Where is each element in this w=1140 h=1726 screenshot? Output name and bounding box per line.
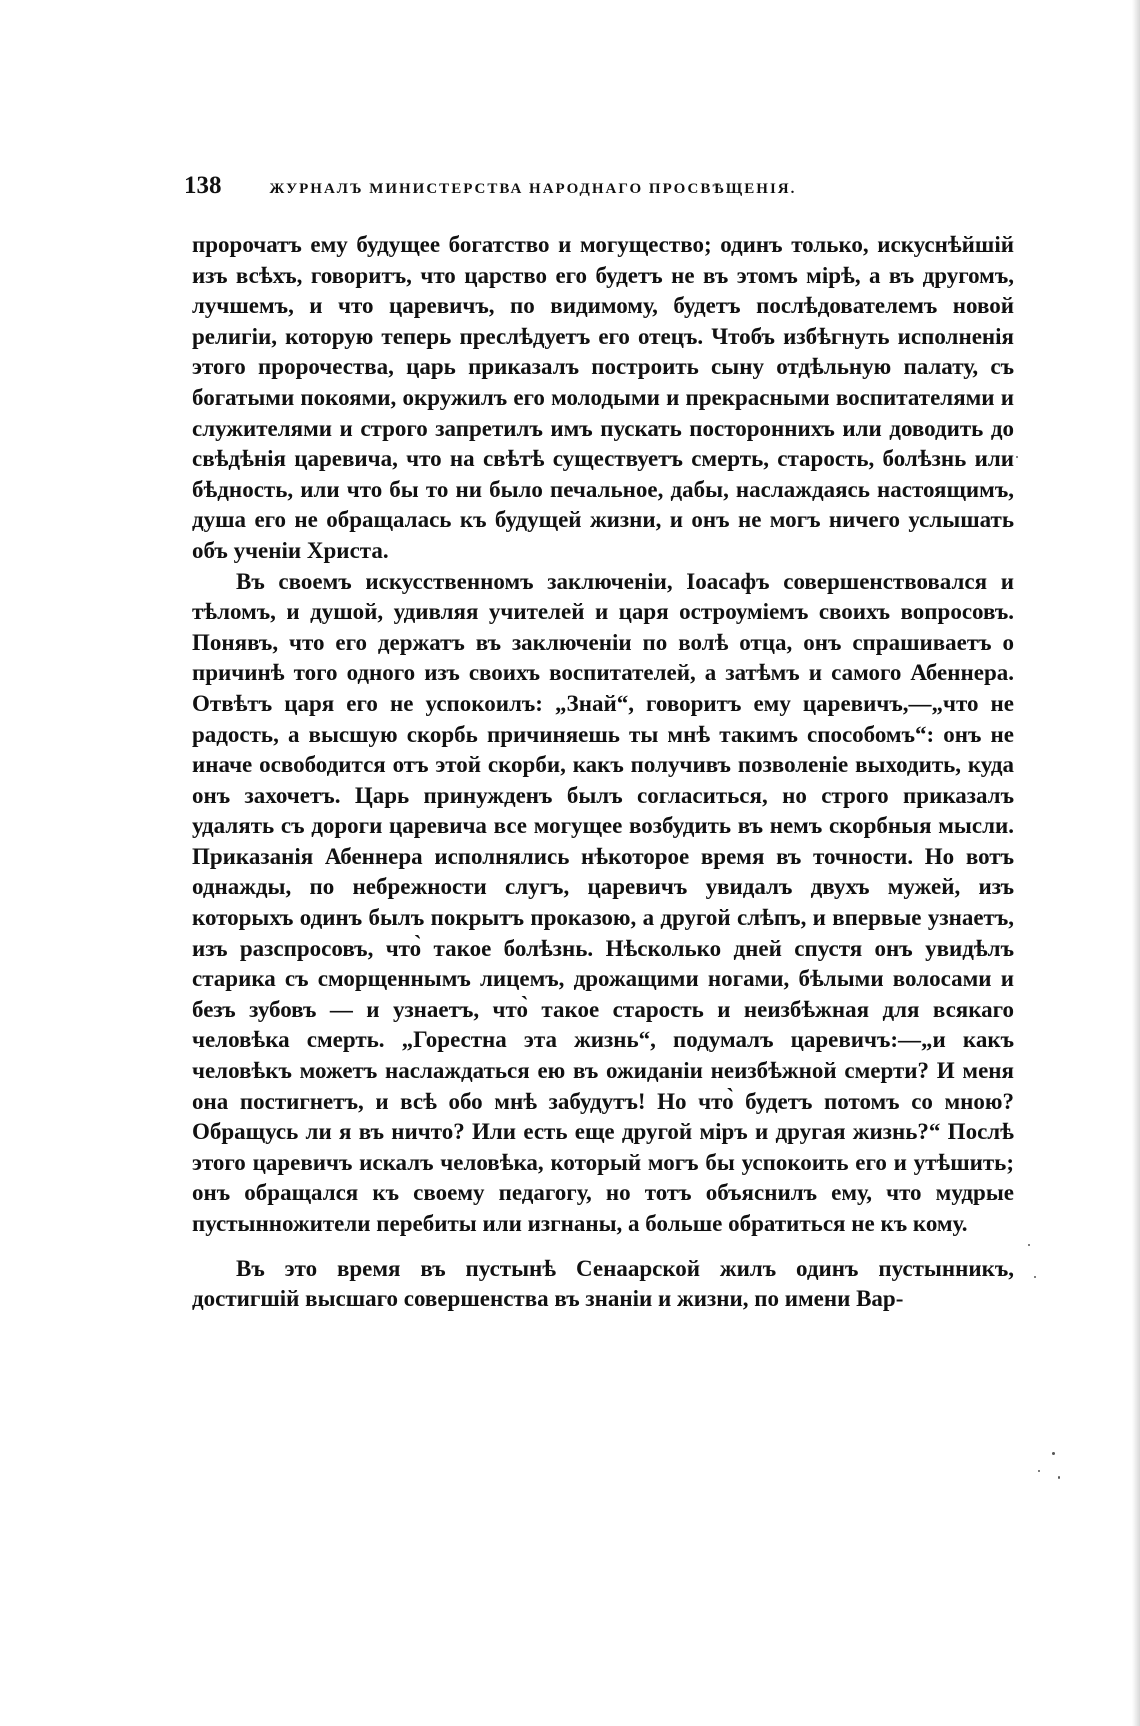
scan-speck [1016,456,1018,458]
scan-speck [1052,1452,1055,1455]
body-text [192,230,1014,1315]
paragraph-3: Въ это время въ пустынѣ Сенаарской жилъ одинъ пустынникъ, достигшій высшаго совершенства въ знаніи и жизни, по имени Вар- [192,1255,1014,1312]
scan-speck [1058,1476,1060,1479]
page-header [184,172,924,200]
paragraph-1: пророчатъ ему будущее богатство и могущество; одинъ только, искуснѣйшій изъ всѣхъ, говоритъ, что царство его будетъ не въ этомъ мірѣ, а въ другомъ, лучшемъ, и что царевичъ, по видимому, будетъ послѣдователемъ новой религіи, которую теперь преслѣдуетъ его отецъ. Чтобъ избѣгнуть исполненія этого пророчества, царь приказалъ построить сыну отдѣльную палату, съ богатыми покоями, окружилъ его молодыми и прекрасными воспитателями и служителями и строго запретилъ имъ пускать постороннихъ или доводить до свѣдѣнія царевича, что на свѣтѣ существуетъ смерть, старость, болѣзнь или бѣдность, или что бы то ни было печальное, дабы, наслаждаясь настоящимъ, душа его не обращалась къ будущей жизни, и онъ не могъ ничего услышать объ ученіи Христа. [192,232,1014,563]
running-title: ЖУРНАЛЪ МИНИСТЕРСТВА НАРОДНАГО ПРОСВѢЩЕНІЯ. [269,181,797,197]
page-edge-shadow [1132,0,1140,1726]
scan-speck [1028,1244,1030,1246]
scan-speck [1038,1470,1040,1472]
scan-speck [1034,1276,1036,1278]
paragraph-2: Въ своемъ искусственномъ заключеніи, Іоасафъ совершенствовался и тѣломъ, и душой, удивляя учителей и царя остроуміемъ своихъ вопросовъ. Понявъ, что его держатъ въ заключеніи по волѣ отца, онъ спрашиваетъ о причинѣ того одного изъ своихъ воспитателей, а затѣмъ и самого Абеннера. Отвѣтъ царя его не успокоилъ: „Знай“, говоритъ ему царевичъ,—„что не радость, а высшую скорбь причиняешь ты мнѣ такимъ способомъ“: онъ не иначе освободится отъ этой скорби, какъ получивъ позволеніе выходить, куда онъ захочетъ. Царь принужденъ былъ согласиться, но строго приказалъ удалять съ дороги царевича все могущее возбудить въ немъ скорбныя мысли. Приказанія Абеннера исполнялись нѣкоторое время въ точности. Но вотъ однажды, по небрежности слугъ, царевичъ увидалъ двухъ мужей, изъ которыхъ одинъ былъ покрытъ проказою, а другой слѣпъ, и впервые узнаетъ, изъ разспросовъ, что̀ такое болѣзнь. Нѣсколько дней спустя онъ увидѣлъ старика съ сморщеннымъ лицемъ, дрожащими ногами, бѣлыми волосами и безъ зубовъ — и узнаетъ, что̀ такое старость и неизбѣжная для всякаго человѣка смерть. „Горестна эта жизнь“, подумалъ царевичъ:—„и какъ человѣкъ можетъ наслаждаться ею въ ожиданіи неизбѣжной смерти? И меня она постигнетъ, и всѣ обо мнѣ забудутъ! Но что̀ будетъ потомъ со мною? Обращусь ли я въ ничто? Или есть еще другой міръ и другая жизнь?“ Послѣ этого царевичъ искалъ человѣка, который могъ бы успокоить его и утѣшить; онъ обращался къ своему педагогу, но тотъ объяснилъ ему, что мудрые пустынножители перебиты или изгнаны, а больше обратиться не къ кому. [192,568,1014,1236]
page-number: 138 [184,172,222,199]
